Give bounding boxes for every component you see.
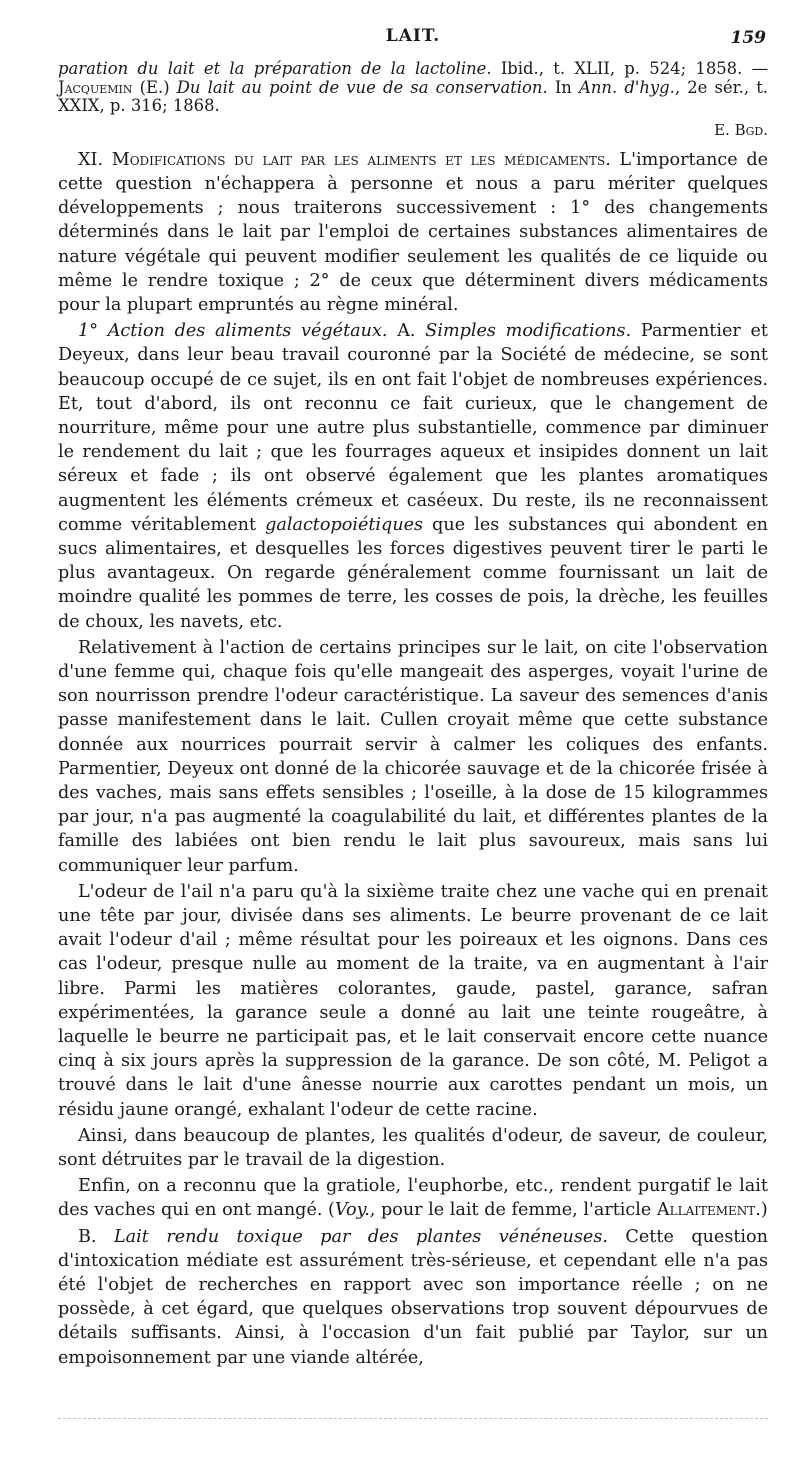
running-title: LAIT.: [385, 26, 441, 46]
paragraph-toxic-milk: [58, 1225, 768, 1370]
paragraph-digestion: Ainsi, dans beaucoup de plantes, les qualités d'odeur, de saveur, de couleur, sont détruites par le travail de la digestion.: [58, 1125, 768, 1171]
subheading-toxic-milk: Lait rendu toxique par des plantes vénéneuses.: [114, 1226, 608, 1247]
author-signature: E. Bgd.: [714, 120, 768, 139]
paragraph-text: Cette question d'intoxication médiate est assurément très-sérieuse, et cependant elle n'a pas été l'objet de recherches en rapport avec son importance réelle ; on ne possède, à cet égard, que quelques observations trop souvent dépourvues de détails suffisants. Ainsi, à l'occasion d'un fait publié par Taylor, sur un empoisonnement par une viande altérée,: [58, 1226, 768, 1368]
section-xi-heading: XI. Modifications du lait par les aliments et les médicaments.: [78, 149, 611, 170]
subheading-vegetable-action: 1° Action des aliments végétaux.: [78, 321, 388, 342]
ref-title-2: Du lait au point de vue de sa conservation.: [169, 77, 548, 97]
ref-source-2: , 2e sér., t. XXIX, p. 316; 1868.: [58, 77, 768, 115]
article-allaitement: Allaitement: [656, 1200, 756, 1221]
ref-title-1: paration du lait et la préparation de la lactoline.: [58, 59, 492, 78]
voy-abbrev: Voy.: [334, 1200, 370, 1221]
paragraph-text: , pour le lait de femme, l'article: [369, 1200, 657, 1221]
section-xi-paragraph: [58, 148, 768, 317]
paragraph-principles: Relativement à l'action de certains principes sur le lait, on cite l'observation d'une femme qui, chaque fois qu'elle mangeait des asperges, voyait l'urine de son nourrisson prendre l'odeur caractéristique. La saveur des semences d'anis passe manifestement dans le lait. Cullen croyait même que cette substance donnée aux nourrices pourrait servir à calmer les coliques des enfants. Parmentier, Deyeux ont donné de la chicorée sauvage et de la chicorée frisée à des vaches, mais sans effets sensibles ; l'oseille, à la dose de 15 kilogrammes par jour, n'a pas augmenté la coagulabilité du lait, et différentes plantes de la famille des labiées ont bien rendu le lait plus savoureux, mais sans lui communiquer leur parfum.: [58, 637, 768, 876]
paragraph-text: que les substances qui abondent en sucs alimentaires, et desquelles les forces digestives peuvent tirer le parti le plus avantageux. On regarde généralement comme fournissant un lait de moindre qualité les pommes de terre, les cosses de pois, la drèche, les feuilles de choux, les navets, etc.: [58, 514, 769, 632]
page-header: [60, 26, 766, 54]
ref-in: In: [547, 77, 580, 97]
page-bottom-marks: [58, 1418, 768, 1421]
bibliographic-reference: [58, 60, 768, 116]
subheading-simple-modifications: Simples modifications.: [425, 321, 632, 342]
subheading-letter-a: A.: [387, 321, 426, 342]
ref-journal: Ann. d'hyg.: [579, 77, 675, 97]
ref-source-1: Ibid., t. XLII, p. 524; 1858. —: [491, 59, 768, 78]
subheading-letter-b: B.: [78, 1226, 114, 1247]
paragraph-text: .): [755, 1200, 768, 1221]
term-galactopoietiques: galactopoiétiques: [265, 514, 424, 535]
paragraph-text: Parmentier et Deyeux, dans leur beau travail couronné par la Société de médecine, se sont beaucoup occupé de ce sujet, ils en ont fait l'objet de nombreuses expériences. Et, tout d'abord, ils ont reconnu ce fait curieux, que le changement de nourriture, même pour une autre plus substantielle, commence par diminuer le rendement du lait ; que les fourrages aqueux et insipides donnent un lait séreux et fade ; ils ont observé également que les plantes aromatiques augmentent les éléments crémeux et caséeux. Du reste, ils ne reconnaissent comme véritablement: [58, 321, 769, 535]
paragraph-text: Enfin, on a reconnu que la gratiole, l'euphorbe, etc., rendent purgatif le lait des vaches qui en ont mangé. (: [58, 1176, 768, 1221]
ref-author: Jacquemin (E.): [58, 77, 170, 97]
section-xi-text: L'importance de cette question n'échappera à personne et nous a paru mériter quelques développements ; nous traiterons successivement : 1° des changements déterminés dans le lait par l'emploi de certaines substances alimentaires de nature végétale qui peuvent modifier seulement les qualités de ce liquide ou même le rendre toxique ; 2° de ceux que déterminent divers médicaments pour la plupart empruntés au règne minéral.: [58, 149, 768, 315]
paragraph-purgative: [58, 1174, 768, 1222]
page-body: [58, 60, 768, 1370]
paragraph-garlic: L'odeur de l'ail n'a paru qu'à la sixième traite chez une vache qui en prenait une tête par jour, divisée dans ses aliments. Le beurre provenant de ce lait avait l'odeur d'ail ; même résultat pour les poireaux et les oignons. Dans ces cas l'odeur, presque nulle au moment de la traite, va en augmentant à l'air libre. Parmi les matières colorantes, gaude, pastel, garance, safran expérimentées, la garance seule a donné au lait une teinte rougeâtre, à laquelle le beurre ne participait pas, et le lait conservait encore cette nuance cinq à six jours après la suppression de la garance. De son côté, M. Peligot a trouvé dans le lait d'une ânesse nourrie aux carottes pendant un mois, un résidu jaune orangé, exhalant l'odeur de cette racine.: [58, 881, 768, 1120]
paragraph-vegetable-action: [58, 319, 768, 634]
page-number: 159: [730, 28, 766, 48]
